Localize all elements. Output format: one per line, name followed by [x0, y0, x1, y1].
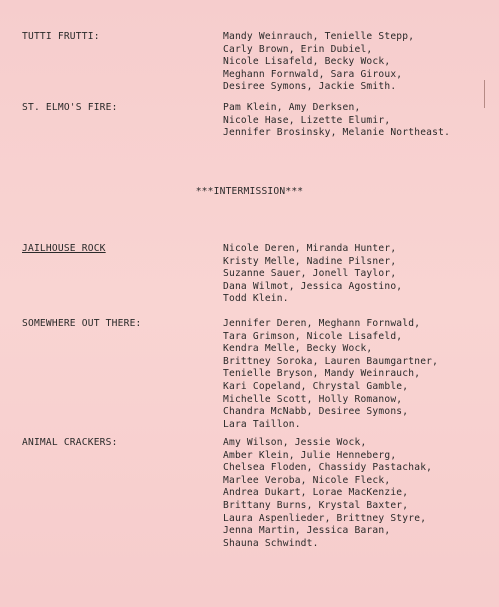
section-names: [223, 31, 414, 94]
names-line: Kari Copeland, Chrystal Gamble,: [223, 380, 409, 392]
names-line: Marlee Veroba, Nicole Fleck,: [223, 474, 391, 486]
names-line: Jennifer Brosinsky, Melanie Northeast.: [223, 127, 451, 139]
names-line: Kendra Melle, Becky Wock,: [223, 343, 373, 355]
page-fold-mark: [484, 80, 485, 108]
section-names: [223, 102, 450, 140]
names-line: Carly Brown, Erin Dubiel,: [223, 43, 373, 55]
names-line: Amber Klein, Julie Henneberg,: [223, 449, 397, 461]
names-line: Nicole Hase, Lizette Elumir,: [223, 114, 391, 126]
names-line: Todd Klein.: [223, 293, 289, 305]
section-names: [223, 437, 432, 550]
names-line: Meghann Fornwald, Sara Giroux,: [223, 68, 403, 80]
names-line: Dana Wilmot, Jessica Agostino,: [223, 280, 403, 292]
names-line: Tara Grimson, Nicole Lisafeld,: [223, 330, 403, 342]
names-line: Shauna Schwindt.: [223, 537, 319, 549]
names-line: Jenna Martin, Jessica Baran,: [223, 525, 391, 537]
names-line: Andrea Dukart, Lorae MacKenzie,: [223, 487, 409, 499]
names-line: Laura Aspenlieder, Brittney Styre,: [223, 512, 427, 524]
names-line: Mandy Weinrauch, Tenielle Stepp,: [223, 31, 415, 42]
section-title: JAILHOUSE ROCK: [22, 243, 106, 254]
names-line: Pam Klein, Amy Derksen,: [223, 102, 361, 113]
section-title: SOMEWHERE OUT THERE:: [22, 318, 142, 329]
section-title: ANIMAL CRACKERS:: [22, 437, 118, 448]
names-line: Amy Wilson, Jessie Wock,: [223, 437, 367, 448]
names-line: Nicole Lisafeld, Becky Wock,: [223, 56, 391, 68]
names-line: Jennifer Deren, Meghann Fornwald,: [223, 318, 421, 329]
names-line: Chelsea Floden, Chassidy Pastachak,: [223, 462, 433, 474]
names-line: Chandra McNabb, Desiree Symons,: [223, 406, 409, 418]
names-line: Lara Taillon.: [223, 418, 301, 430]
names-line: Tenielle Bryson, Mandy Weinrauch,: [223, 368, 421, 380]
section-title: TUTTI FRUTTI:: [22, 31, 100, 42]
section-names: [223, 243, 402, 306]
names-line: Brittney Soroka, Lauren Baumgartner,: [223, 355, 439, 367]
names-line: Desiree Symons, Jackie Smith.: [223, 81, 397, 93]
intermission-heading: ***INTERMISSION***: [195, 186, 304, 197]
section-names: [223, 318, 438, 431]
names-line: Nicole Deren, Miranda Hunter,: [223, 243, 397, 254]
section-title: ST. ELMO'S FIRE:: [22, 102, 118, 113]
names-line: Kristy Melle, Nadine Pilsner,: [223, 255, 397, 267]
names-line: Suzanne Sauer, Jonell Taylor,: [223, 268, 397, 280]
names-line: Michelle Scott, Holly Romanow,: [223, 393, 403, 405]
names-line: Brittany Burns, Krystal Baxter,: [223, 499, 409, 511]
